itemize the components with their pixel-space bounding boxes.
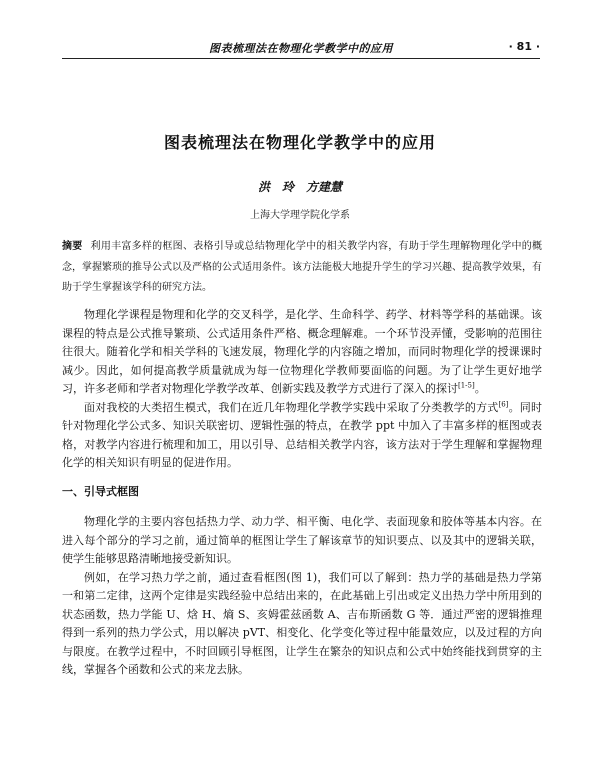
- paragraph-intro-text: 物理化学课程是物理和化学的交叉科学，是化学、生命科学、药学、材料等学科的基础课。该课程的特点是公式推导繁琐、公式适用条件严格、概念理解难。一个环节没弄懂，受影响的范围往往很大。随着化学和相关学科的飞速发展，物理化学的内容随之增加，而同时物理化学的授课课时减少。因此，如何提高教学质量就成为每一位物理化学教师要面临的问题。为了让学生更好地学习，许多老师和学者对物理化学教学改革、创新实践及教学方式进行了深入的探讨: [62, 308, 542, 395]
- affiliation: 上海大学理学院化学系: [250, 210, 350, 221]
- running-header: [62, 40, 540, 59]
- abstract-label: 摘要: [62, 241, 83, 252]
- authors: 洪 玲 方建慧: [257, 180, 342, 194]
- paragraph-intro: [62, 306, 542, 399]
- article-title: 图表梳理法在物理化学教学中的应用: [163, 133, 436, 152]
- paragraph-method-end: 。同时针对物理化学公式多、知识关联密切、逻辑性强的特点，在教学 ppt 中加入了丰富多样的框图或表格，对教学内容进行梳理和加工，用以引导、总结相关教学内容，该方法对于学生理解和掌握物理化学的相关知识有明显的促进作用。: [62, 400, 543, 469]
- paragraph-content: 物理化学的主要内容包括热力学、动力学、相平衡、电化学、表面现象和胶体等基本内容。在进入每个部分的学习之前，通过简单的框图让学生了解该章节的知识要点、以及其中的逻辑关联，使学生能够思路清晰地接受新知识。: [62, 515, 542, 565]
- paragraph-method: [62, 399, 542, 473]
- abstract-text: 利用丰富多样的框图、表格引导或总结物理化学中的相关教学内容，有助于学生理解物理化学中的概念，掌握繁琐的推导公式以及严格的公式适用条件。该方法能极大地提升学生的学习兴趣、提高教学效果，有助于学生掌握该学科的研究方法。: [62, 241, 543, 293]
- page-number: · 81 ·: [508, 40, 540, 53]
- abstract: [62, 237, 542, 299]
- citation: [1-5]: [458, 381, 475, 390]
- citation: [6]: [498, 399, 509, 408]
- paragraph-method-text: 面对我校的大类招生模式，我们在近几年物理化学教学实践中采取了分类教学的方式: [84, 400, 499, 414]
- paragraph-intro-end: 。: [474, 382, 486, 395]
- article-body: [62, 306, 542, 680]
- paragraph-example: 例如，在学习热力学之前，通过查看框图(图 1)，我们可以了解到：热力学的基础是热力学第一和第二定律，这两个定律是实践经验中总结出来的，在此基础上引出或定义出热力学中所用到的状态函数，热力学能 U、焓 H、熵 S、亥姆霍兹函数 A、吉布斯函数 G 等．通过严密的逻辑推理得到一系列的热力学公式，用以解决 pVT、相变化、化学变化等过程中能量效应，以及过程的方向与限度。在教学过程中，不时回顾引导框图，让学生在繁杂的知识点和公式中始终能找到贯穿的主线，掌握各个函数和公式的来龙去脉。: [62, 570, 542, 676]
- running-title: 图表梳理法在物理化学教学中的应用: [209, 42, 393, 55]
- section-heading: 一、引导式框图: [62, 484, 139, 498]
